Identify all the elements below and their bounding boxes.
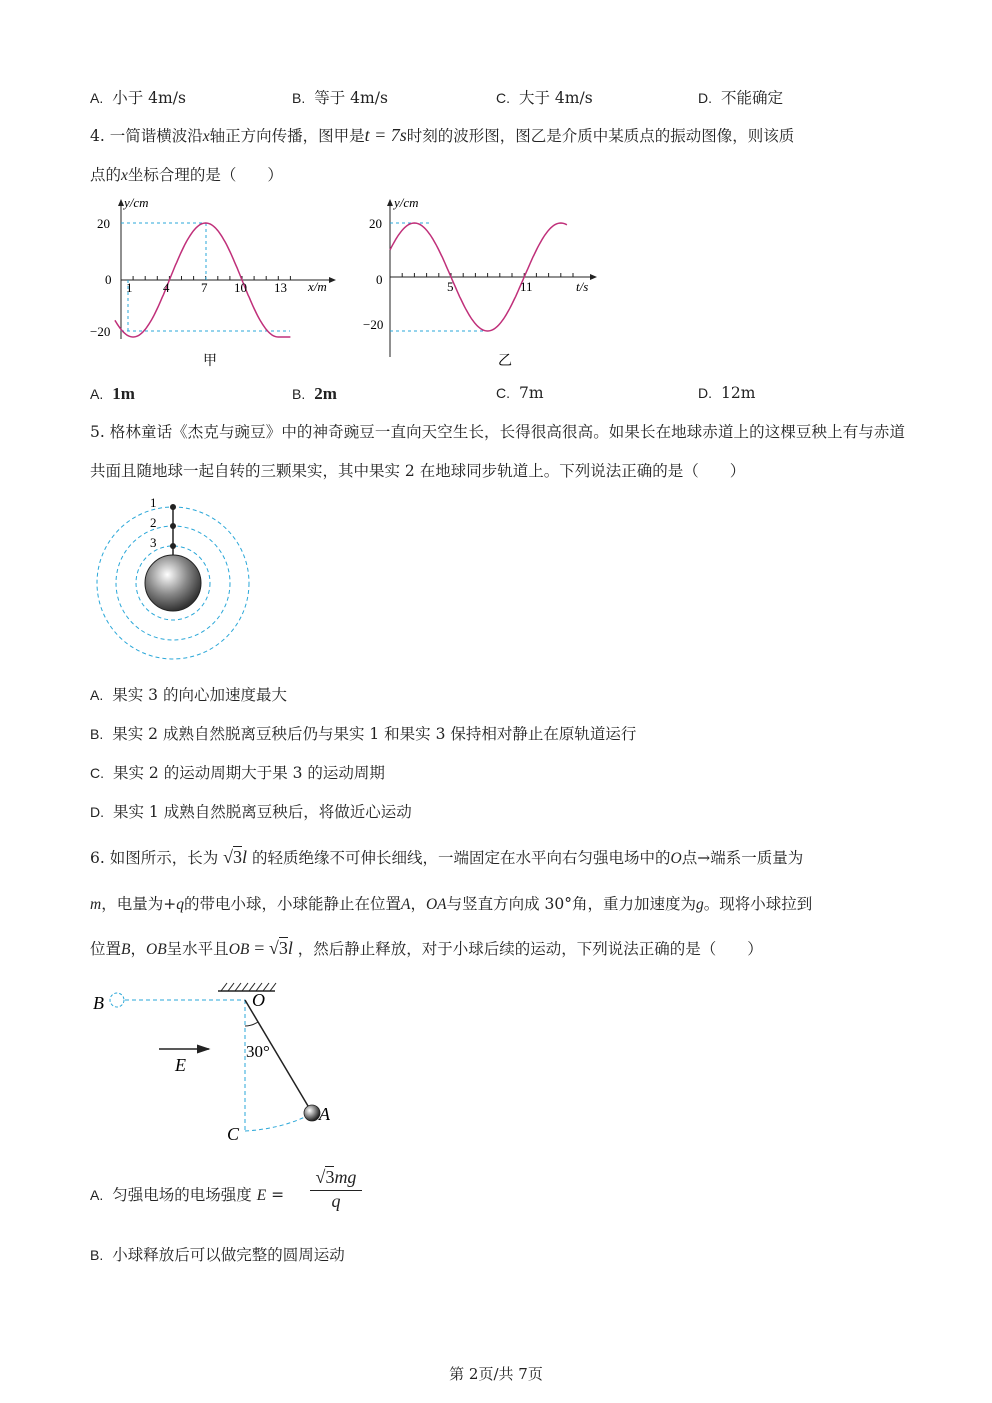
q5-option-b: B. 果实 2 成熟自然脱离豆秧后仍与果实 1 和果实 3 保持相对静止在原轨道运行 (90, 725, 637, 743)
x-tick-1: 1 (126, 280, 133, 295)
q5-option-c: C. 果实 2 的运动周期大于果 3 的运动周期 (90, 764, 385, 782)
ball-position-b (110, 993, 124, 1007)
fruit-3 (170, 543, 176, 549)
label-o: O (252, 990, 265, 1010)
q4-option-c: C. 7m (496, 384, 544, 402)
q3-option-b: B. 等于 4m/s (292, 89, 388, 107)
q6-option-b: B. 小球释放后可以做完整的圆周运动 (90, 1246, 345, 1264)
t-axis-label: t/s (576, 279, 589, 294)
q4-option-a: A. 1m (90, 384, 135, 403)
q6-option-a-fraction: √3mg q (310, 1167, 362, 1212)
label-e: E (175, 1055, 186, 1075)
q4-stem-line2: 点的x坐标合理的是（ ） (90, 166, 283, 184)
x-axis-label: x/m (308, 279, 327, 294)
label-a: A (319, 1104, 330, 1124)
q4-figure-yi (360, 192, 610, 377)
x-tick-7: 7 (201, 280, 208, 295)
arc-CA (245, 1116, 307, 1131)
q3-option-c: C. 大于 4m/s (496, 89, 593, 107)
label-c: C (227, 1124, 240, 1144)
ceiling-hatch (221, 983, 276, 991)
fruit-1 (170, 504, 176, 510)
label-b: B (93, 993, 104, 1013)
angle-arc (245, 1022, 258, 1026)
y-tick-0: 0 (376, 272, 383, 287)
y-tick-neg20: −20 (363, 317, 384, 332)
x-tick-10: 10 (234, 280, 247, 295)
q6-stem-line1: 6. 如图所示，长为 √3l 的轻质绝缘不可伸长细线，一端固定在水平向右匀强电场中的O点→端系一质量为 (90, 847, 804, 867)
sqrt3l: √3l (223, 847, 248, 867)
q5-option-d: D. 果实 1 成熟自然脱离豆秧后，将做近心运动 (90, 803, 412, 821)
q4-option-b: B. 2m (292, 384, 337, 403)
q5-stem: 5. 格林童话《杰克与豌豆》中的神奇豌豆一直向天空生长，长得很高很高。如果长在地球赤道上的这棵豆秧上有与赤道共面且随地球一起自转的三颗果实，其中果实 2 在地球同步轨道上。下列说法正确的是（ ） (90, 423, 905, 480)
y-tick-20: 20 (97, 216, 110, 231)
fruit-2 (170, 523, 176, 529)
x-tick-4: 4 (163, 280, 170, 295)
label-3: 3 (150, 535, 157, 550)
q5-figure (92, 495, 257, 665)
t-tick-11: 11 (520, 279, 533, 294)
label-2: 2 (150, 515, 157, 530)
page-footer: 第 2页/共 7页 (449, 1365, 543, 1383)
t-tick-5: 5 (447, 279, 454, 294)
q4-option-d: D. 12m (698, 384, 756, 402)
y-axis-label: y/cm (124, 195, 149, 210)
figure-caption-yi: 乙 (498, 354, 512, 369)
q3-option-a: A. 小于 4m/s (90, 89, 186, 107)
angle-label: 30° (246, 1042, 270, 1061)
label-1: 1 (150, 495, 157, 510)
q4-figure-jia (85, 192, 350, 377)
earth (145, 555, 201, 611)
x-tick-13: 13 (274, 280, 287, 295)
q3-option-d: D. 不能确定 (698, 89, 784, 107)
q6-figure (85, 978, 345, 1150)
y-tick-neg20: −20 (90, 324, 111, 339)
ball-a (304, 1105, 320, 1121)
figure-caption-jia: 甲 (203, 354, 217, 369)
q5-option-a: A. 果实 3 的向心加速度最大 (90, 686, 287, 704)
y-axis-label: y/cm (394, 195, 419, 210)
q6-option-a: A. 匀强电场的电场强度 E = (90, 1186, 285, 1204)
y-tick-0: 0 (105, 272, 112, 287)
q6-stem-line3: 位置B，OB呈水平且OB = √3l ，然后静止释放，对于小球后续的运动，下列说法正确的是（ ） (90, 938, 763, 958)
q4-stem-line1: 4. 一简谐横波沿x轴正方向传播，图甲是t = 7s时刻的波形图，图乙是介质中某质点的振动图像，则该质 (90, 125, 795, 145)
q6-stem-line2: m，电量为+q的带电小球，小球能静止在位置A，OA与竖直方向成 30°角，重力加速度为g。现将小球拉到 (90, 895, 813, 913)
y-tick-20: 20 (369, 216, 382, 231)
